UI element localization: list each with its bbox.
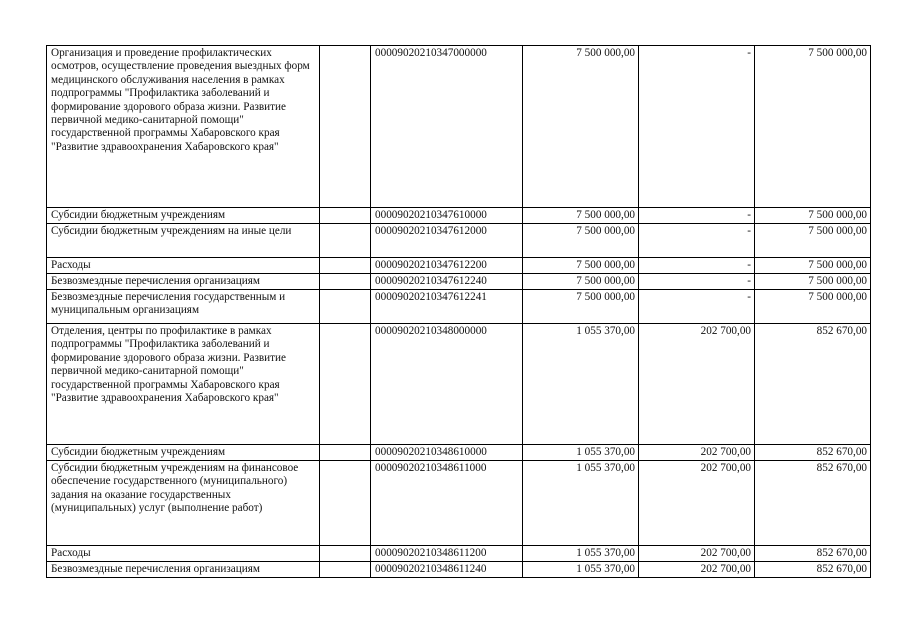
table-row — [47, 546, 871, 562]
row-executed-cell: 202 700,00 — [639, 445, 755, 461]
table-row — [47, 258, 871, 274]
row-blank-cell — [320, 290, 371, 324]
row-blank-cell — [320, 445, 371, 461]
row-remaining-cell: 852 670,00 — [755, 546, 871, 562]
row-name-cell: Субсидии бюджетным учреждениям на финансовое обеспечение государственного (муниципального) задания на оказание государственных (муниципальных) услуг (выполнение работ) — [47, 461, 320, 546]
row-name-cell: Отделения, центры по профилактике в рамках подпрограммы "Профилактика заболеваний и формирование здорового образа жизни. Развитие первичной медико-санитарной помощи" государственной программы Хабаровского края "Развитие здравоохранения Хабаровского края" — [47, 324, 320, 445]
row-executed-cell: - — [639, 274, 755, 290]
row-code-cell: 00009020210347612241 — [371, 290, 523, 324]
table-row — [47, 461, 871, 546]
row-name-cell: Субсидии бюджетным учреждениям — [47, 208, 320, 224]
table-row — [47, 274, 871, 290]
row-name-cell: Субсидии бюджетным учреждениям на иные цели — [47, 224, 320, 258]
table-row — [47, 290, 871, 324]
row-code-cell: 00009020210347612200 — [371, 258, 523, 274]
table-row — [47, 324, 871, 445]
row-remaining-cell: 852 670,00 — [755, 562, 871, 578]
row-plan-cell: 1 055 370,00 — [523, 461, 639, 546]
row-blank-cell — [320, 208, 371, 224]
row-remaining-cell: 852 670,00 — [755, 461, 871, 546]
row-remaining-cell: 7 500 000,00 — [755, 46, 871, 208]
row-name-cell: Безвозмездные перечисления государственным и муниципальным организациям — [47, 290, 320, 324]
row-executed-cell: 202 700,00 — [639, 562, 755, 578]
row-remaining-cell: 7 500 000,00 — [755, 258, 871, 274]
row-code-cell: 00009020210348611000 — [371, 461, 523, 546]
row-name-cell: Безвозмездные перечисления организациям — [47, 562, 320, 578]
table-row — [47, 208, 871, 224]
row-plan-cell: 7 500 000,00 — [523, 290, 639, 324]
row-remaining-cell: 7 500 000,00 — [755, 274, 871, 290]
table-row — [47, 445, 871, 461]
row-blank-cell — [320, 461, 371, 546]
row-plan-cell: 1 055 370,00 — [523, 546, 639, 562]
row-executed-cell: - — [639, 290, 755, 324]
row-name-cell: Расходы — [47, 258, 320, 274]
row-blank-cell — [320, 274, 371, 290]
row-blank-cell — [320, 546, 371, 562]
row-code-cell: 00009020210347610000 — [371, 208, 523, 224]
table-row — [47, 46, 871, 208]
row-plan-cell: 7 500 000,00 — [523, 224, 639, 258]
row-plan-cell: 1 055 370,00 — [523, 445, 639, 461]
row-executed-cell: 202 700,00 — [639, 546, 755, 562]
row-plan-cell: 7 500 000,00 — [523, 258, 639, 274]
row-plan-cell: 7 500 000,00 — [523, 274, 639, 290]
row-executed-cell: 202 700,00 — [639, 461, 755, 546]
row-remaining-cell: 852 670,00 — [755, 324, 871, 445]
row-plan-cell: 7 500 000,00 — [523, 46, 639, 208]
row-code-cell: 00009020210347612000 — [371, 224, 523, 258]
row-code-cell: 00009020210347612240 — [371, 274, 523, 290]
row-code-cell: 00009020210348000000 — [371, 324, 523, 445]
row-name-cell: Субсидии бюджетным учреждениям — [47, 445, 320, 461]
row-blank-cell — [320, 562, 371, 578]
row-code-cell: 00009020210348611240 — [371, 562, 523, 578]
row-executed-cell: - — [639, 46, 755, 208]
table-row — [47, 224, 871, 258]
row-name-cell: Безвозмездные перечисления организациям — [47, 274, 320, 290]
row-remaining-cell: 852 670,00 — [755, 445, 871, 461]
row-executed-cell: - — [639, 208, 755, 224]
table-row — [47, 562, 871, 578]
row-name-cell: Расходы — [47, 546, 320, 562]
row-blank-cell — [320, 324, 371, 445]
row-blank-cell — [320, 258, 371, 274]
row-plan-cell: 1 055 370,00 — [523, 324, 639, 445]
row-remaining-cell: 7 500 000,00 — [755, 208, 871, 224]
row-name-cell: Организация и проведение профилактических осмотров, осуществление проведения выездных форм медицинского обслуживания населения в рамках подпрограммы "Профилактика заболеваний и формирование здорового образа жизни. Развитие первичной медико-санитарной помощи" государственной программы Хабаровского края "Развитие здравоохранения Хабаровского края" — [47, 46, 320, 208]
budget-execution-table — [46, 45, 871, 578]
row-executed-cell: - — [639, 258, 755, 274]
row-executed-cell: 202 700,00 — [639, 324, 755, 445]
row-blank-cell — [320, 224, 371, 258]
row-code-cell: 00009020210347000000 — [371, 46, 523, 208]
row-blank-cell — [320, 46, 371, 208]
row-remaining-cell: 7 500 000,00 — [755, 224, 871, 258]
row-plan-cell: 1 055 370,00 — [523, 562, 639, 578]
row-code-cell: 00009020210348611200 — [371, 546, 523, 562]
row-code-cell: 00009020210348610000 — [371, 445, 523, 461]
row-plan-cell: 7 500 000,00 — [523, 208, 639, 224]
row-remaining-cell: 7 500 000,00 — [755, 290, 871, 324]
row-executed-cell: - — [639, 224, 755, 258]
